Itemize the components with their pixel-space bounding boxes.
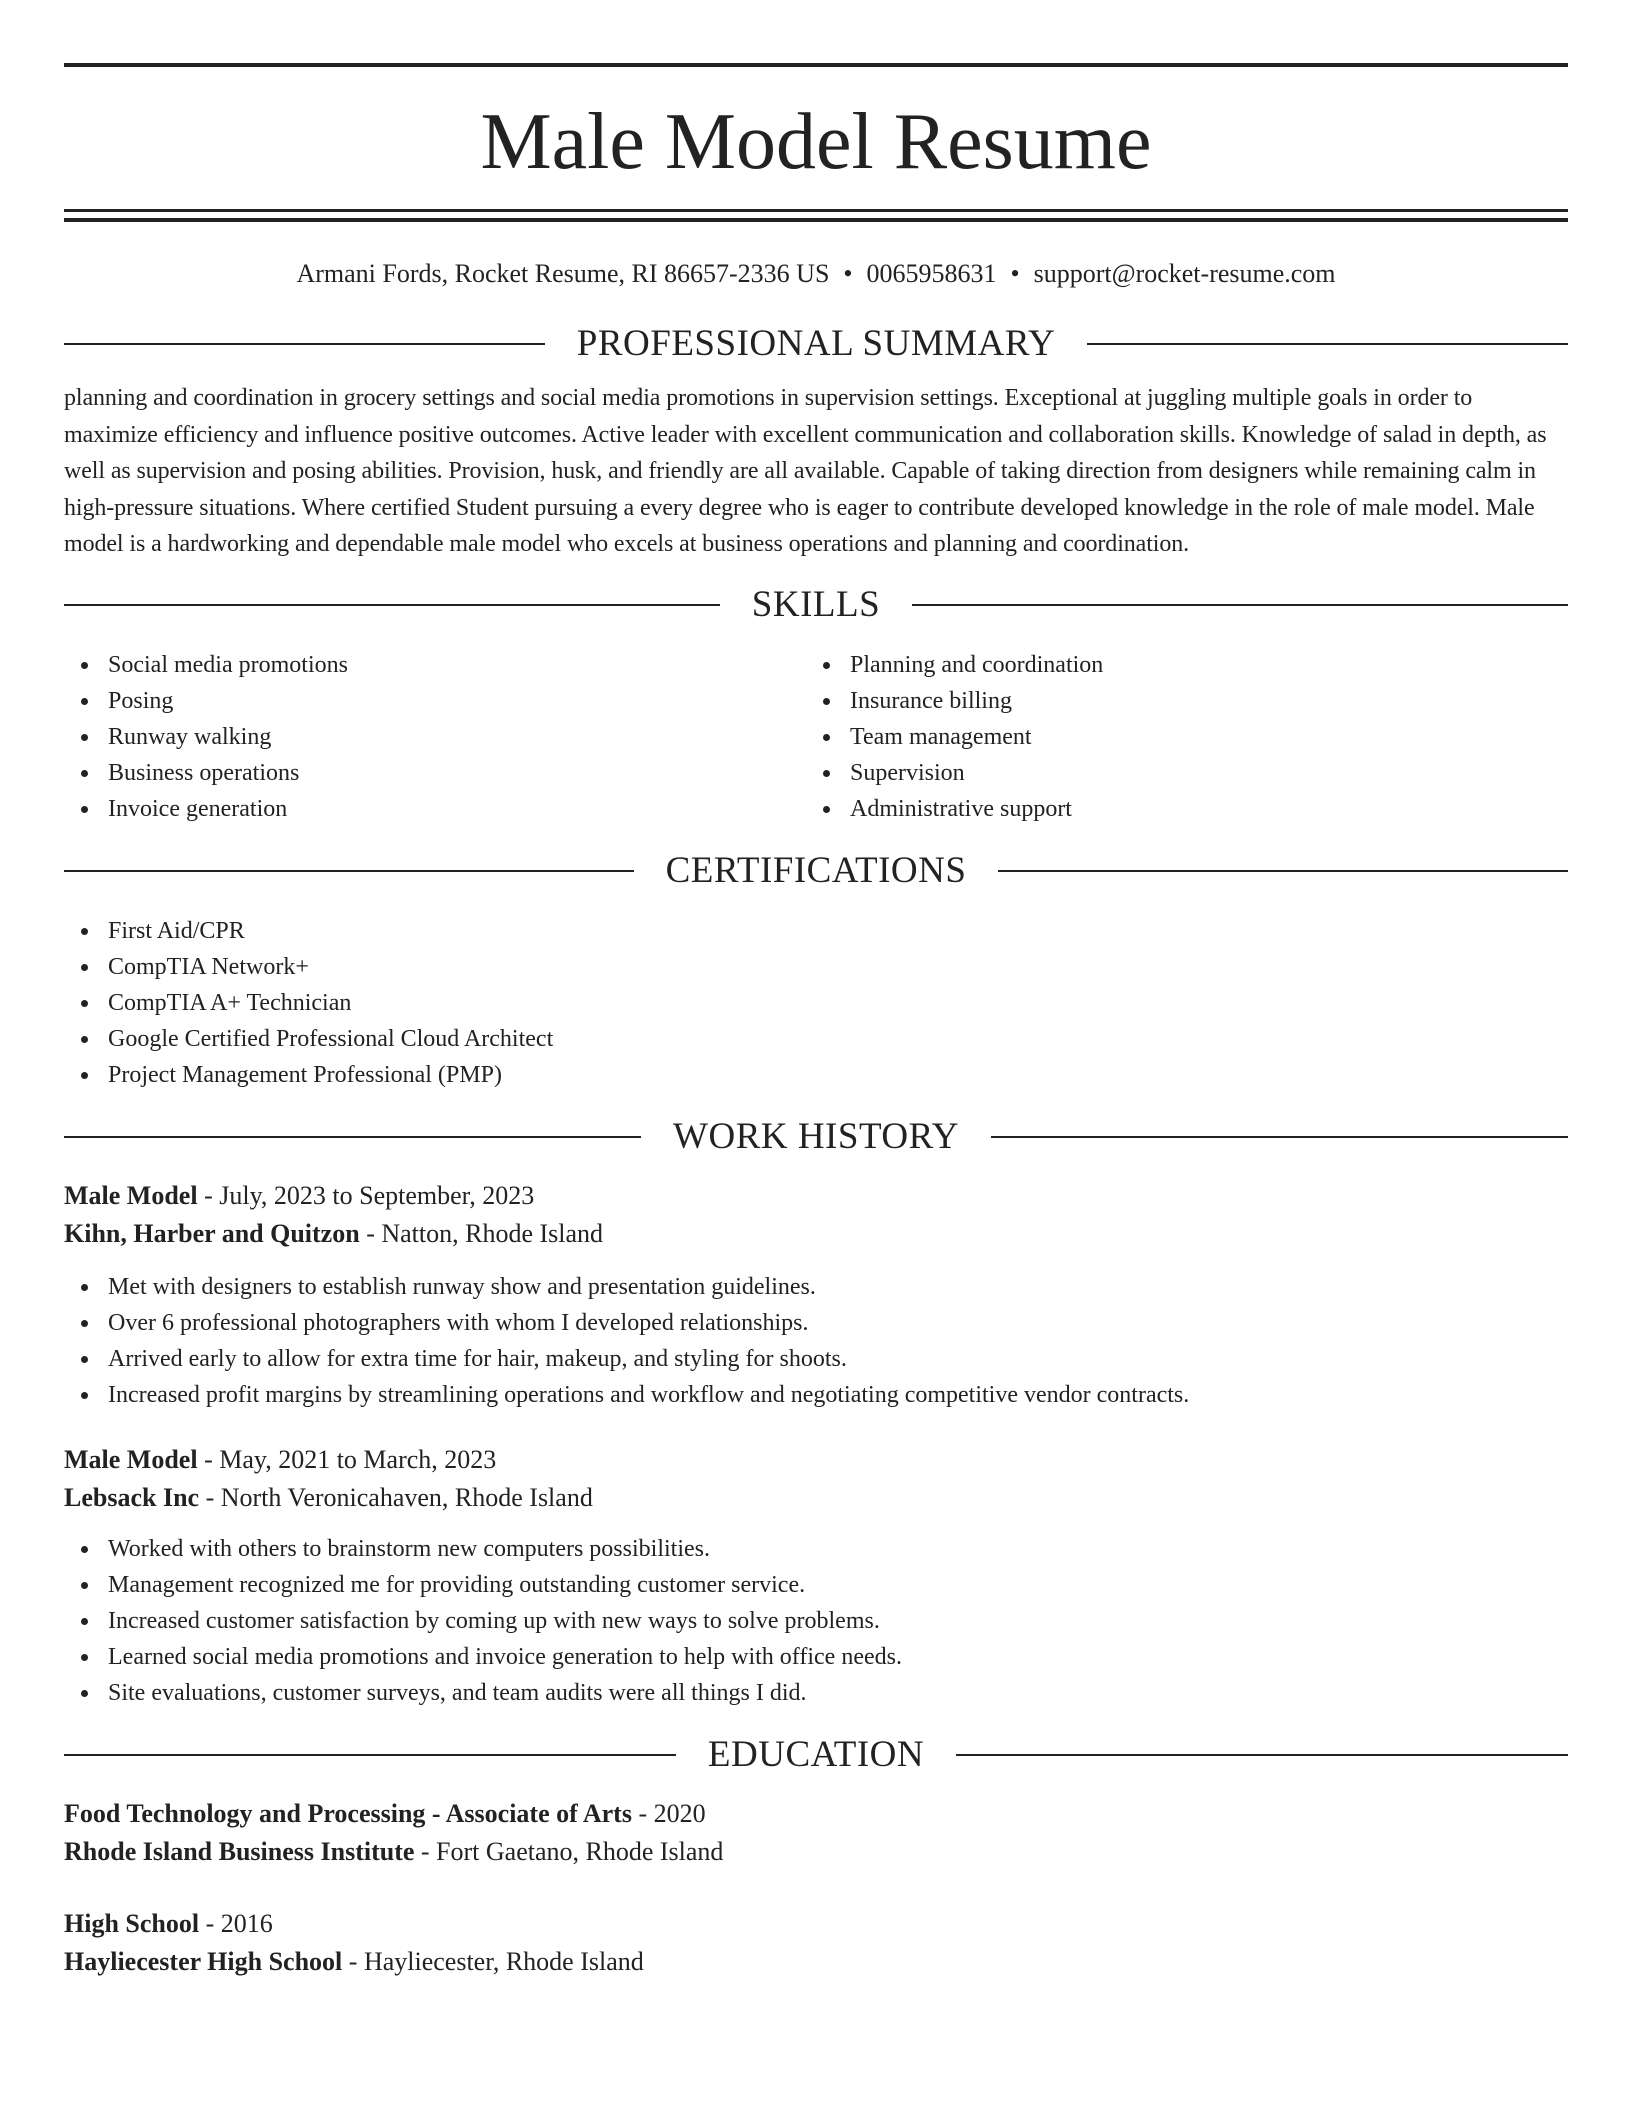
job-dates: - July, 2023 to September, 2023	[197, 1180, 535, 1210]
job-bullet: Arrived early to allow for extra time for hair, makeup, and styling for shoots.	[64, 1341, 1568, 1377]
section-header-summary	[64, 322, 1568, 366]
skill-item: Posing	[64, 683, 806, 719]
job-company: Lebsack Inc	[64, 1482, 200, 1512]
section-header-work-history	[64, 1115, 1568, 1159]
job-bullet: Met with designers to establish runway show and presentation guidelines.	[64, 1269, 1568, 1305]
contact-separator: •	[843, 259, 853, 288]
skills-column-left	[64, 647, 806, 827]
job-bullets	[64, 1269, 1568, 1413]
education-school-line	[64, 1833, 1568, 1871]
section-title: EDUCATION	[707, 1733, 925, 1775]
section-header-education	[64, 1733, 1568, 1777]
summary-text: planning and coordination in grocery settings and social media promotions in supervision settings. Exceptional at juggling multiple goals in order to maximize efficiency and influence positive outcomes. Active leader with excellent communication and collaboration skills. Knowledge of salad in depth, as well as supervision and posing abilities. Provision, husk, and friendly are all available. Capable of taking direction from designers while remaining calm in high-pressure situations. Where certified Student pursuing a every degree who is eager to contribute developed knowledge in the role of male model. Male model is a hardworking and dependable male model who excels at business operations and planning and coordination.	[64, 385, 1547, 557]
contact-phone: 0065958631	[866, 259, 997, 288]
education-entry	[64, 1905, 1568, 1981]
job-company-line	[64, 1479, 1568, 1517]
skill-item: Social media promotions	[64, 647, 806, 683]
education-school: Hayliecester High School	[64, 1946, 343, 1976]
certification-item: CompTIA A+ Technician	[64, 985, 1568, 1021]
section-rule	[64, 1754, 676, 1756]
education-location: - Hayliecester, Rhode Island	[342, 1946, 644, 1976]
certifications-list	[64, 913, 1568, 1093]
section-title: PROFESSIONAL SUMMARY	[576, 323, 1056, 364]
section-rule	[64, 604, 720, 606]
education-school-line	[64, 1943, 1568, 1981]
education-school: Rhode Island Business Institute	[64, 1836, 415, 1866]
certification-item: CompTIA Network+	[64, 949, 1568, 985]
skill-item: Planning and coordination	[806, 647, 1548, 683]
job-bullet: Learned social media promotions and invoice generation to help with office needs.	[64, 1639, 1568, 1675]
job-entry	[64, 1441, 1568, 1711]
job-bullet: Increased customer satisfaction by coming up with new ways to solve problems.	[64, 1603, 1568, 1639]
job-bullet: Site evaluations, customer surveys, and team audits were all things I did.	[64, 1675, 1568, 1711]
job-title-line	[64, 1441, 1568, 1479]
education-location: - Fort Gaetano, Rhode Island	[414, 1836, 724, 1866]
section-rule	[1087, 343, 1568, 345]
resume-page	[64, 0, 1568, 1981]
job-title-line	[64, 1177, 1568, 1215]
section-rule	[64, 870, 634, 872]
section-rule	[956, 1754, 1568, 1756]
contact-address: Armani Fords, Rocket Resume, RI 86657-2336 US	[296, 259, 830, 288]
job-title: Male Model	[64, 1444, 198, 1474]
certification-item: Project Management Professional (PMP)	[64, 1057, 1568, 1093]
title-double-rule	[64, 209, 1568, 222]
section-title: WORK HISTORY	[673, 1115, 959, 1157]
skill-item: Administrative support	[806, 791, 1548, 827]
skill-item: Invoice generation	[64, 791, 806, 827]
education-degree-line	[64, 1795, 1568, 1833]
job-location: - Natton, Rhode Island	[359, 1218, 604, 1248]
section-title: SKILLS	[751, 583, 881, 625]
section-title: CERTIFICATIONS	[665, 849, 967, 891]
skills-column-right	[806, 647, 1548, 827]
job-bullets	[64, 1531, 1568, 1711]
certification-item: Google Certified Professional Cloud Architect	[64, 1021, 1568, 1057]
education-degree: Food Technology and Processing - Associate of Arts	[64, 1798, 632, 1828]
education-year: - 2016	[199, 1908, 273, 1938]
job-dates: - May, 2021 to March, 2023	[197, 1444, 497, 1474]
page-title: Male Model Resume	[480, 98, 1152, 186]
job-bullet: Worked with others to brainstorm new computers possibilities.	[64, 1531, 1568, 1567]
job-title: Male Model	[64, 1180, 198, 1210]
skill-item: Supervision	[806, 755, 1548, 791]
contact-line	[64, 256, 1568, 292]
section-rule	[64, 1136, 641, 1138]
job-company-line	[64, 1215, 1568, 1253]
job-company: Kihn, Harber and Quitzon	[64, 1218, 360, 1248]
education-entry	[64, 1795, 1568, 1871]
skill-item: Team management	[806, 719, 1548, 755]
contact-separator: •	[1010, 259, 1020, 288]
section-rule	[998, 870, 1568, 872]
top-rule	[64, 63, 1568, 67]
section-rule	[912, 604, 1568, 606]
certification-item: First Aid/CPR	[64, 913, 1568, 949]
job-bullet: Over 6 professional photographers with whom I developed relationships.	[64, 1305, 1568, 1341]
education-year: - 2020	[631, 1798, 706, 1828]
skills-list	[64, 647, 1568, 827]
contact-email: support@rocket-resume.com	[1033, 259, 1336, 288]
education-degree: High School	[64, 1908, 200, 1938]
section-rule	[991, 1136, 1568, 1138]
skill-item: Insurance billing	[806, 683, 1548, 719]
job-bullet: Management recognized me for providing outstanding customer service.	[64, 1567, 1568, 1603]
education-degree-line	[64, 1905, 1568, 1943]
section-rule	[64, 343, 545, 345]
skill-item: Business operations	[64, 755, 806, 791]
section-header-skills	[64, 583, 1568, 627]
job-entry	[64, 1177, 1568, 1413]
job-bullet: Increased profit margins by streamlining operations and workflow and negotiating competitive vendor contracts.	[64, 1377, 1568, 1413]
job-location: - North Veronicahaven, Rhode Island	[199, 1482, 593, 1512]
skill-item: Runway walking	[64, 719, 806, 755]
section-header-certifications	[64, 849, 1568, 893]
